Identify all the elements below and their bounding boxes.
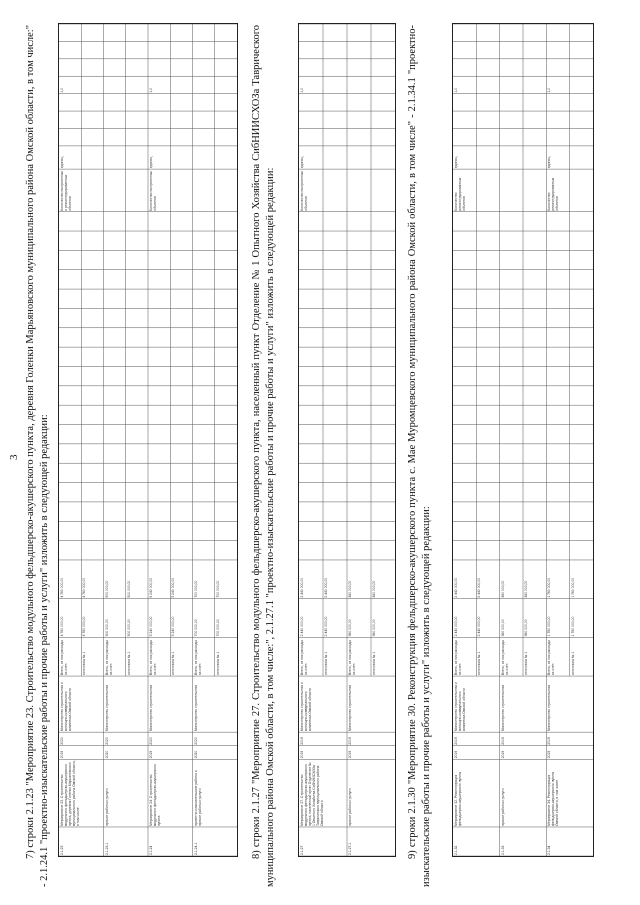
row-funding-source: Всего, из них расходы за счет: [300,640,308,676]
row-indicator: Количество реконструированных объектов [547,177,560,211]
row-value-2020: 1 760 000,00 [547,577,552,598]
row-total: 360 000,00 [524,619,528,637]
row-name: Мероприятие 23. Строительство модульного фельдшерско-акушерского пункта, деревня Голенки Марьяновского муниципального района Омской области, в том числе [60,760,80,826]
row-target: 1,0 [547,87,552,93]
row-value-2020: 360 000,00 [500,580,505,598]
row-total: 360 000,00 [372,619,376,637]
row-value-2020: 360 000,00 [348,580,352,598]
table-grid [453,24,593,856]
row-indicator: Количество реконструированных объектов [454,177,466,211]
row-year-start: 2019 [149,750,153,759]
row-value-2020: 2 440 000,00 [454,577,458,598]
row-target: 1,0 [60,87,64,93]
row-funding-source: источника № 1 [477,651,482,676]
row-funding-source: Всего, из них расходы за счет: [348,640,356,676]
row-year-end: 2019 [348,737,352,745]
row-funding-source: источника № 1 [126,651,131,676]
row-total: 360 000,00 [348,619,352,637]
row-target: 1,0 [300,87,304,93]
row-year-end: 2019 [300,737,304,745]
row-name: проектно-изыскательские работы и прочие работы и услуги [193,770,202,826]
row-unit: единиц [454,156,458,169]
row-funding-source: Всего, из них расходы за счет: [193,640,202,676]
section-7-text: 7) строки 2.1.23 "Мероприятие 23. Строительство модульного фельдшерско-акушерского пункта, деревня Голенки Марьяновского муниципального района Омской области, в том числе:" - 2.1.24.1 "проектно-изыскательские работы и прочие работы и услуги" изложить в следующей редакции: [25,24,50,887]
row-total: 500 000,00 [104,619,109,637]
row-funding-source: источника № 1 [171,651,176,676]
row-code: 2.1.24.1 [193,842,198,855]
row-code: 2.1.34 [547,845,552,855]
row-value-2020: 2 440 000,00 [477,577,482,598]
row-code: 2.1.27.1 [348,842,352,855]
row-target: 1,0 [454,87,458,93]
row-year-start: 2019 [454,750,458,759]
row-unit: единиц [547,156,552,169]
row-code: 2.1.24 [149,845,153,855]
row-name: прочие работы и услуги [348,788,352,826]
row-year-start: 2020 [104,750,109,759]
row-executor: Министерство строительства [149,685,153,732]
row-target: 1,0 [149,87,153,93]
row-code: 2.1.33 [500,845,505,855]
row-value-2020: 500 000,00 [104,580,109,598]
row-funding-source: Всего, из них расходы за счет: [149,640,157,676]
row-code: 2.1.27 [300,845,304,855]
row-total: 2 440 000,00 [300,616,304,637]
row-executor: Министерство строительства [348,685,352,732]
row-value-2020: 4 760 000,00 [60,577,64,598]
row-year-start: 2019 [60,750,64,759]
row-total: 4 760 000,00 [60,616,64,637]
row-funding-source: Всего, из них расходы за счет: [547,640,556,676]
section-8-table [298,23,396,857]
row-name: Мероприятие 32. Реконструкция фельдшерско-акушерского пункта [454,771,462,826]
row-executor: Министерство строительства [500,685,505,732]
row-year-start: 2020 [193,750,198,759]
row-funding-source: Всего, из них расходы за счет: [60,640,68,676]
row-unit: единиц [300,156,304,169]
row-total: 1 760 000,00 [547,616,552,637]
row-code: 2.1.32 [454,845,458,855]
row-funding-source: источника № 1 [372,651,376,676]
row-executor: Министерство строительства [547,685,552,732]
row-funding-source: источника № 1 [215,651,220,676]
row-year-end: 2020 [193,737,198,745]
row-year-end: 2020 [149,737,153,745]
row-executor: Министерство строительства [104,685,109,732]
row-name: прочие работы и услуги [500,788,505,826]
section-8-text: 8) строки 2.1.27 "Мероприятие 27. Строительство модульного фельдшерско-акушерского пункта, населенный пункт Отделение № 1 Опытного Хозяйства СибНИИСХОЗа Таврического муниципального района Омской области, в том числе:", 2.1.27.1 "проектно-изыскательские работы и прочие работы и услуги" изложить в следующей редакции: [251,25,276,887]
row-total: 2 440 000,00 [477,616,482,637]
row-unit: единиц [149,156,153,169]
row-total: 700 000,00 [215,619,220,637]
row-funding-source: источника № 1 [324,651,328,676]
row-indicator: Количество построенных и реконструированных объектов [60,171,72,211]
row-funding-source: Всего, из них расходы за счет: [454,640,462,676]
row-value-2020: 700 000,00 [193,580,198,598]
row-total: 500 000,00 [126,619,131,637]
row-year-end: 2020 [104,737,109,745]
row-year-start: 2019 [500,750,505,759]
section-9-table [452,23,594,857]
row-name: Мероприятие 27. Строительство модульного фельдшерско-акушерского пункта, населенный пункт Отделение № 1 Опытного Хозяйства СибНИИСХОЗа Таврического муниципального района Омской области [300,762,324,826]
row-total: 2 440 000,00 [454,616,458,637]
row-total: 4 760 000,00 [82,616,87,637]
row-indicator: Количество построенных объектов [300,171,308,211]
row-value-2020: 360 000,00 [372,580,376,598]
row-executor: Министерство строительства и жилищно-коммунального комплекса Омской области [60,682,72,732]
row-year-end: 2019 [454,737,458,745]
row-value-2020: 500 000,00 [126,580,131,598]
row-total: 360 000,00 [500,619,505,637]
row-year-end: 2019 [500,737,505,745]
row-total: 5 240 000,00 [149,616,153,637]
row-value-2020: 360 000,00 [524,580,528,598]
row-unit: единиц [60,156,64,169]
row-funding-source: источника № 1 [570,651,575,676]
row-funding-source: источника № 1 [524,651,528,676]
row-executor: Министерство строительства и жилищно-коммунального комплекса Омской области [454,682,466,732]
row-name: Мероприятие 24. Строительство модульного фельдшерско-акушерского пункта [149,763,161,826]
row-total: 5 240 000,00 [171,616,176,637]
row-code: 2.1.23.1 [104,842,109,855]
row-executor: Министерство строительства и жилищно-коммунального комплекса Омской области [300,682,312,732]
row-year-start: 2019 [348,750,352,759]
row-total: 700 000,00 [193,619,198,637]
row-funding-source: Всего, из них расходы за счет: [104,640,113,676]
section-7-table [58,23,238,857]
table-grid [299,24,395,856]
row-value-2020: 2 440 000,00 [324,577,328,598]
row-year-end: 2019 [547,737,552,745]
page-number: 3 [8,454,20,460]
row-value-2020: 2 440 000,00 [300,577,304,598]
row-value-2020: 5 240 000,00 [171,577,176,598]
row-name: прочие работы и услуги [104,788,109,826]
row-executor: Министерство строительства [193,685,198,732]
row-indicator: Количество построенных объектов [149,171,157,211]
row-funding-source: источника № 1 [82,651,87,676]
row-value-2020: 700 000,00 [215,580,220,598]
row-value-2020: 4 760 000,00 [82,577,87,598]
table-grid [59,24,237,856]
row-value-2020: 5 240 000,00 [149,577,153,598]
row-total: 1 760 000,00 [570,616,575,637]
row-value-2020: 1 760 000,00 [570,577,575,598]
row-funding-source: Всего, из них расходы за счет: [500,640,509,676]
row-year-start: 2019 [300,750,304,759]
section-9-text: 9) строки 2.1.30 "Мероприятие 30. Реконструкция фельдшерско-акушерского пункта с. Мае Муромцевского муниципального района Омской области, в том числе" - 2.1.34.1 "проектно-изыскательские работы и прочие работы и услуги" изложить в следующей редакции: [407,25,432,887]
row-year-start: 2019 [547,750,552,759]
row-code: 2.1.23 [60,845,64,855]
row-name: Мероприятие 34. Реконструкция фельдшерско-акушерского пункта Омской области, в том числе [547,771,560,826]
row-year-end: 2020 [60,737,64,745]
row-total: 2 440 000,00 [324,616,328,637]
